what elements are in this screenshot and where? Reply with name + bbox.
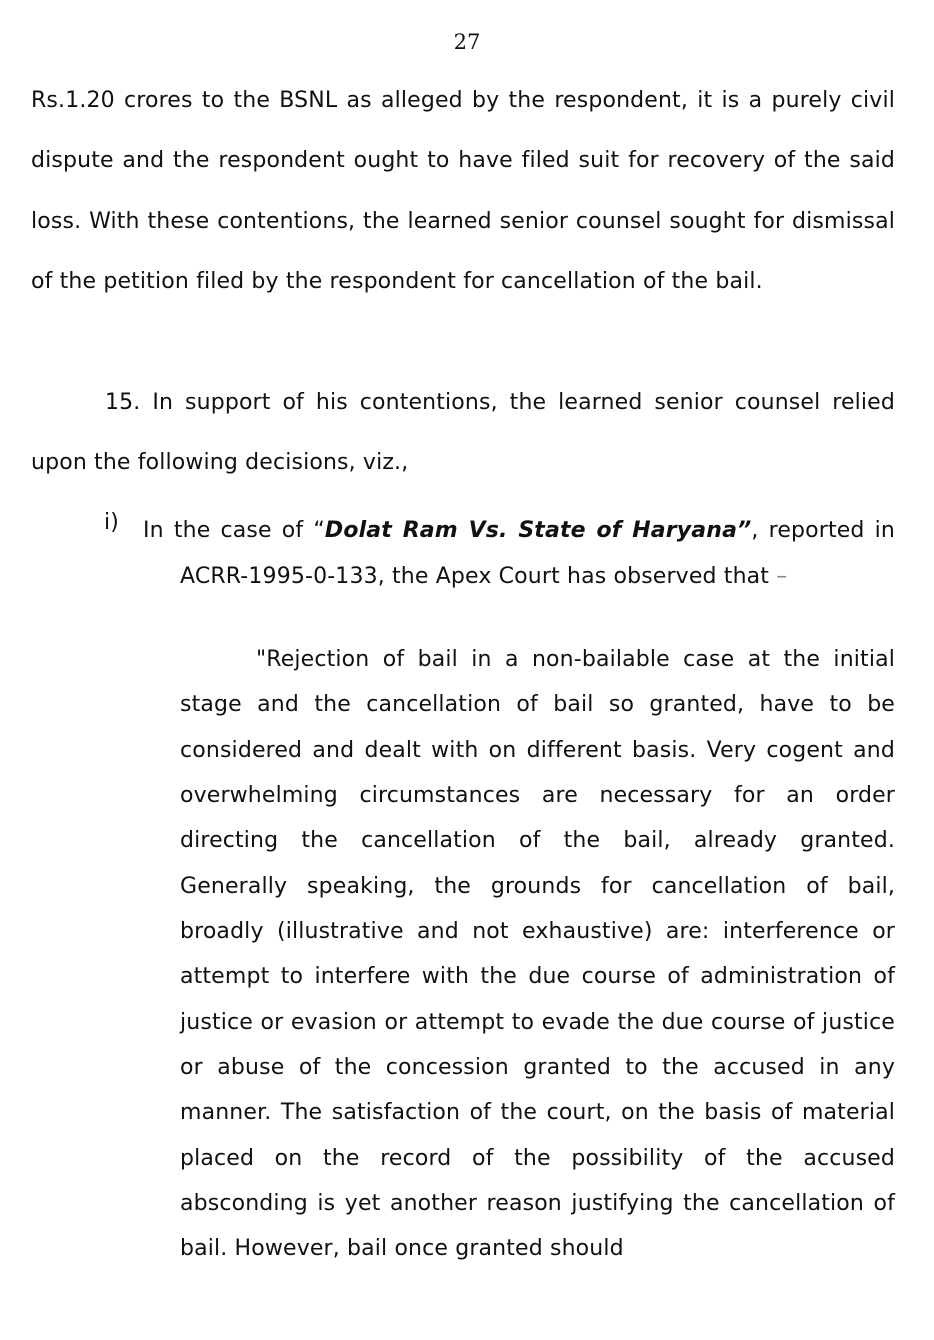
case-dash: – — [776, 563, 788, 589]
paragraph-15: 15. In support of his contentions, the learned senior counsel relied upon the following decisions, viz., — [31, 390, 895, 476]
case-marker: i) — [104, 510, 119, 535]
case-title: Dolat Ram Vs. State of Haryana” — [324, 518, 752, 543]
paragraph-continuation: Rs.1.20 crores to the BSNL as alleged by the respondent, it is a purely civil dispute and the respondent ought to have filed suit for recovery of the said loss. With these contentions, the learned senior counsel sought for dismissal of the petition filed by the respondent for cancellation of the bail. — [31, 88, 895, 295]
page-number: 27 — [453, 30, 481, 54]
case-intro-prefix: In the case of “ — [143, 518, 325, 543]
case-quotation: "Rejection of bail in a non-bailable case at the initial stage and the cancellation of bail so granted, have to be considered and dealt with on different basis. Very cogent and overwhelming circumstances are necessary for an order directing the cancellation of the bail, already granted. Generally speaking, the grounds for cancellation of bail, broadly (illustrative and not exhaustive) are: interference or attempt to interfere with the due course of administration of justice or evasion or attempt to evade the due course of justice or abuse of the concession granted to the accused in any manner. The satisfaction of the court, on the basis of material placed on the record of the possibility of the accused absconding is yet another reason justifying the cancellation of bail. However, bail once granted should — [180, 647, 895, 1262]
case-intro-suffix: , reported in ACRR-1995-0-133, the Apex Court has observed that — [180, 518, 895, 589]
case-intro — [143, 508, 895, 599]
